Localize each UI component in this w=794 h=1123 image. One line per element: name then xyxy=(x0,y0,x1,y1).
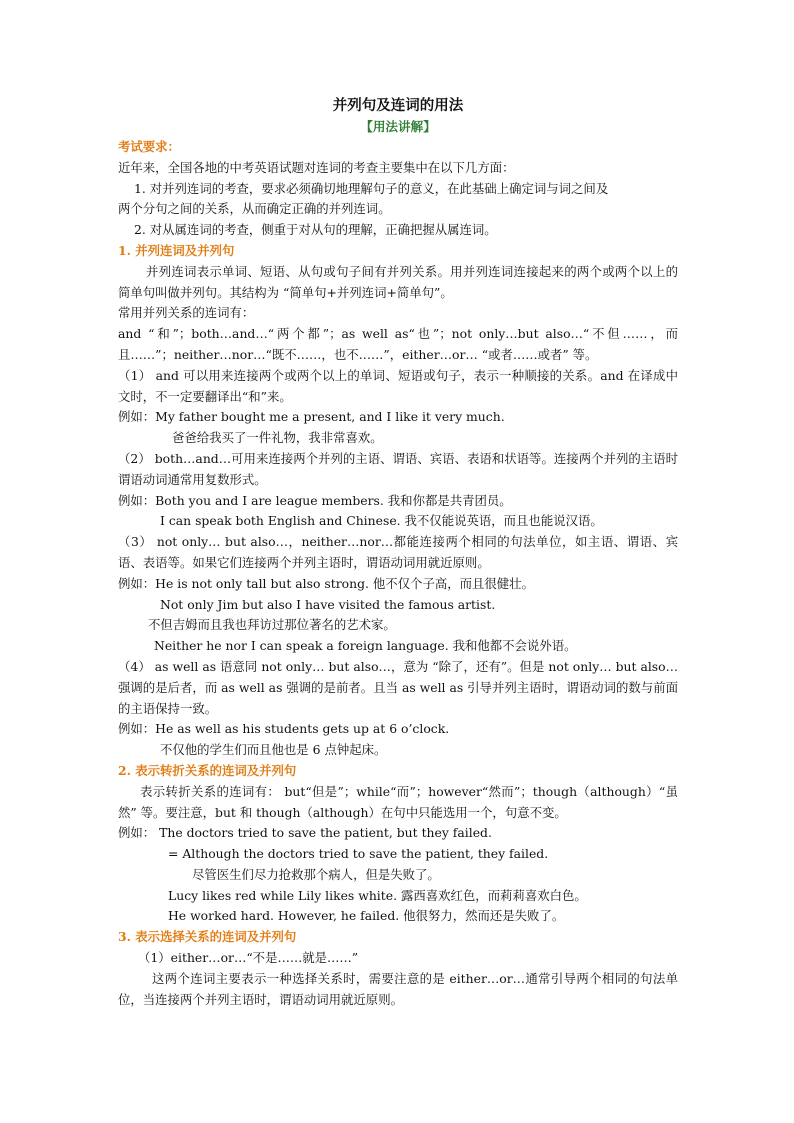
requirement-2: 2. 对从属连词的考查，侧重于对从句的理解，正确把握从属连词。 xyxy=(134,222,497,238)
point-4-paragraph: （4） as well as 语意同 not only… but also…，意为 “除了，还有”。但是 not only… but also…强调的是后者，而 as well as 强调的是前者。且当 as well as 引导并列主语时，谓语动词的数与前面的主语保持一致。 xyxy=(118,658,678,716)
common-conjunctions-list: and “和”；both…and…“两个都”；as well as“也”；not only…but also…“不但……，而且……”；neither…nor…“既不……，也不……”，either…or… “或者……或者” 等。 xyxy=(118,326,678,362)
requirement-1-line-1: 1. 对并列连词的考查，要求必须确切地理解句子的意义，在此基础上确定词与词之间及 xyxy=(134,180,609,196)
example-5c: 尽管医生们尽力抢救那个病人，但是失败了。 xyxy=(192,866,440,882)
point-1-paragraph: （1） and 可以用来连接两个或两个以上的单词、短语或句子，表示一种顺接的关系。and 在译成中文时，不一定要翻译出“和”来。 xyxy=(118,367,678,404)
page-title: 并列句及连词的用法 xyxy=(332,97,464,114)
example-5a: 例如： The doctors tried to save the patient, but they failed. xyxy=(118,825,492,841)
requirement-1-line-2: 两个分句之间的关系，从而确定正确的并列连词。 xyxy=(118,201,391,217)
example-5b: = Although the doctors tried to save the patient, they failed. xyxy=(168,846,549,862)
example-3d: Neither he nor I can speak a foreign language. 我和他都不会说外语。 xyxy=(154,638,577,654)
example-2a: 例如：Both you and I are league members. 我和你都是共青团员。 xyxy=(118,492,512,508)
page-subtitle: 【用法讲解】 xyxy=(360,119,436,134)
example-4a: 例如：He as well as his students gets up at 6 o’clock. xyxy=(118,721,450,737)
example-3a: 例如：He is not only tall but also strong. 他不仅个子高，而且很健壮。 xyxy=(118,575,534,591)
point-2-paragraph: （2） both…and…可用来连接两个并列的主语、谓语、宾语、表语和状语等。连接两个并列的主语时谓语动词通常用复数形式。 xyxy=(118,450,678,487)
example-3c: 不但吉姆而且我也拜访过那位著名的艺术家。 xyxy=(148,617,396,633)
example-2b: I can speak both English and Chinese. 我不仅能说英语，而且也能说汉语。 xyxy=(160,513,603,529)
document-body xyxy=(118,95,678,1010)
section-3-heading: 3. 表示选择关系的连词及并列句 xyxy=(118,929,297,945)
point-3-paragraph: （3） not only… but also…，neither…nor…都能连接两个相同的句法单位，如主语、谓语、宾语、表语等。如果它们连接两个并列主语时，谓语动词用就近原则。 xyxy=(118,534,678,570)
section-1-paragraph: 并列连词表示单词、短语、从句或句子间有并列关系。用并列连词连接起来的两个或两个以上的简单句叫做并列句。其结构为 “简单句+并列连词+简单句”。 xyxy=(118,263,678,300)
example-3b: Not only Jim but also I have visited the famous artist. xyxy=(160,596,496,612)
example-5e: He worked hard. However, he failed. 他很努力，然而还是失败了。 xyxy=(168,908,565,924)
example-1-chinese: 爸爸给我买了一件礼物，我非常喜欢。 xyxy=(172,430,383,446)
example-4b: 不仅他的学生们而且他也是 6 点钟起床。 xyxy=(160,742,387,758)
section-2-heading: 2. 表示转折关系的连词及并列句 xyxy=(118,762,297,778)
section-1-heading: 1. 并列连词及并列句 xyxy=(118,242,235,258)
intro-text: 近年来，全国各地的中考英语试题对连词的考查主要集中在以下几方面： xyxy=(118,159,515,175)
section-2-paragraph: 表示转折关系的连词有： but“但是”；while“而”；however“然而”；though（although）“虽然” 等。要注意，but 和 though（although）在句中只能选用一个，句意不变。 xyxy=(118,783,678,820)
section-3-paragraph: 这两个连词主要表示一种选择关系时，需要注意的是 either…or…通常引导两个相同的句法单位，当连接两个并列主语时，谓语动词用就近原则。 xyxy=(118,970,678,1007)
example-1-english: 例如：My father bought me a present, and I like it very much. xyxy=(118,409,505,425)
example-5d: Lucy likes red while Lily likes white. 露西喜欢红色，而莉莉喜欢白色。 xyxy=(168,887,587,903)
common-conjunctions-heading: 常用并列关系的连词有： xyxy=(118,305,255,321)
section-3-subheading: （1）either…or…“不是……就是……” xyxy=(138,950,359,966)
requirements-heading: 考试要求： xyxy=(118,139,180,154)
